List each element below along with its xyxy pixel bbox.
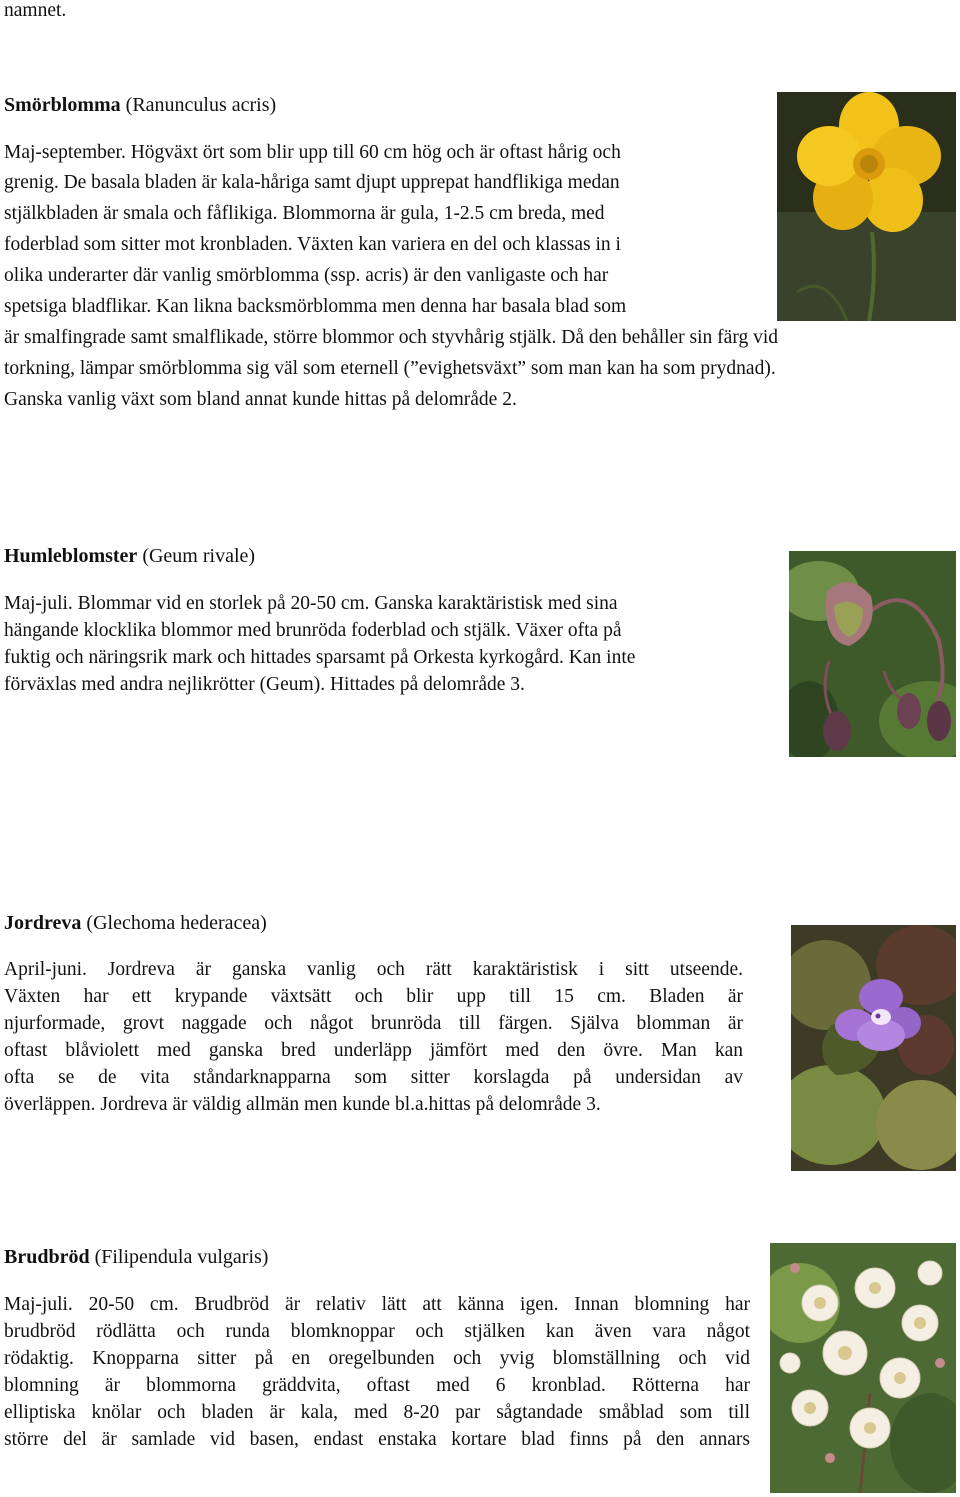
body-line: Ganska vanlig växt som bland annat kunde hittas på delområde 2. (4, 389, 517, 410)
body-line: torkning, lämpar smörblomma sig väl som eternell (”evighetsväxt” som man kan ha som prydnad). (4, 358, 776, 379)
common-name: Jordreva (4, 912, 82, 934)
common-name: Brudbröd (4, 1246, 90, 1268)
body-line: April-juni. Jordreva är ganska vanlig och rätt karaktäristisk i sitt utseende. (4, 959, 743, 980)
body-line: förväxlas med andra nejlikrötter (Geum). Hittades på delområde 3. (4, 674, 525, 695)
water-avens-photo-icon (789, 551, 956, 757)
common-name: Smörblomma (4, 94, 121, 116)
body-line: fuktig och näringsrik mark och hittades sparsamt på Orkesta kyrkogård. Kan inte (4, 647, 636, 668)
body-line: njurformade, grovt naggade och något brunröda till färgen. Själva blomman är (4, 1013, 743, 1034)
body-line: spetsiga bladflikar. Kan likna backsmörblomma men denna har basala blad som (4, 296, 627, 317)
body-line: Växten har ett krypande växtsätt och blir upp till 15 cm. Bladen är (4, 986, 743, 1007)
section-body-brudbrod (4, 1291, 750, 1453)
body-line: överläppen. Jordreva är väldig allmän men kunde bl.a.hittas på delområde 3. (4, 1094, 601, 1115)
latin-name: (Ranunculus acris) (125, 94, 277, 116)
body-line: rödaktig. Knopparna sitter på en oregelbunden och yvig blomställning och vid (4, 1348, 750, 1369)
common-name: Humleblomster (4, 545, 138, 567)
body-line: olika underarter där vanlig smörblomma (ssp. acris) är den vanligaste och har (4, 265, 609, 286)
body-line: hängande klocklika blommor med brunröda foderblad och stjälk. Växer ofta på (4, 620, 622, 641)
section-heading-smorblomma (4, 90, 276, 120)
body-line: grenig. De basala bladen är kala-håriga samt djupt upprepat handflikiga medan (4, 172, 620, 193)
section-heading-brudbrod (4, 1242, 268, 1272)
body-line: stjälkbladen är smala och fåflikiga. Blommorna är gula, 1-2.5 cm breda, med (4, 203, 605, 224)
body-line: större del är samlade vid basen, endast enstaka kortare blad finns på den annars (4, 1429, 750, 1450)
intro-fragment: namnet. (4, 0, 67, 21)
body-line: blomning är blommorna gräddvita, oftast med 6 kronblad. Rötterna har (4, 1375, 750, 1396)
buttercup-photo-icon (777, 92, 956, 321)
dropwort-photo-icon (770, 1243, 956, 1493)
latin-name: (Filipendula vulgaris) (94, 1246, 269, 1268)
body-line: brudbröd rödlätta och runda blomknoppar och stjälken kan även vara något (4, 1321, 750, 1342)
section-heading-jordreva (4, 908, 267, 938)
body-line: foderblad som sitter mot kronbladen. Växten kan variera en del och klassas in i (4, 234, 621, 255)
body-line: Maj-september. Högväxt ört som blir upp till 60 cm hög och är oftast hårig och (4, 142, 621, 163)
ground-ivy-photo-icon (791, 925, 956, 1171)
body-line: är smalfingrade samt smalflikade, större blommor och styvhårig stjälk. Då den behåller sin färg vid (4, 327, 779, 348)
section-body-jordreva (4, 956, 743, 1118)
body-line: oftast blåviolett med ganska bred underläpp jämfört med den övre. Man kan (4, 1040, 743, 1061)
body-line: elliptiska knölar och bladen är kala, med 8-20 par sågtandade småblad som till (4, 1402, 750, 1423)
body-line: Maj-juli. 20-50 cm. Brudbröd är relativ lätt att känna igen. Innan blomning har (4, 1294, 750, 1315)
section-heading-humleblomster (4, 541, 255, 571)
body-line: Maj-juli. Blommar vid en storlek på 20-50 cm. Ganska karaktäristisk med sina (4, 593, 618, 614)
body-line: ofta se de vita ståndarknapparna som sitter korslagda på undersidan av (4, 1067, 743, 1088)
latin-name: (Geum rivale) (142, 545, 256, 567)
latin-name: (Glechoma hederacea) (86, 912, 267, 934)
